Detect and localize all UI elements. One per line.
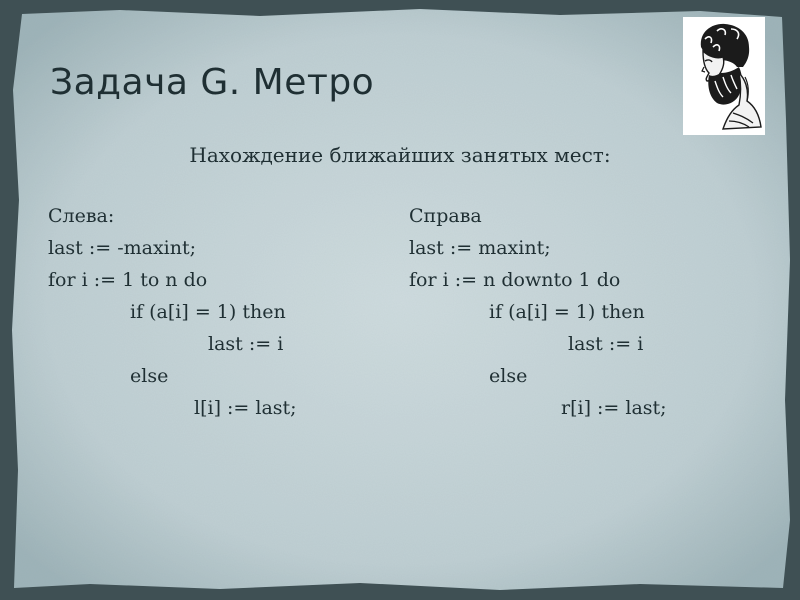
code-line: for i := n downto 1 do [409,269,621,291]
code-line: for i := 1 to n do [48,269,208,291]
code-line: if (a[i] = 1) then [489,301,645,323]
code-line: Слева: [48,205,115,227]
slide-title: Задача G. Метро [50,62,375,103]
code-line: last := i [568,333,644,355]
philosopher-bust-icon [683,17,765,135]
code-line: r[i] := last; [561,397,667,419]
code-line: l[i] := last; [194,397,297,419]
code-line: if (a[i] = 1) then [130,301,286,323]
code-line: Справа [409,205,482,227]
code-line: else [130,365,169,387]
code-line: last := maxint; [409,237,551,259]
code-line: last := -maxint; [48,237,197,259]
slide-subtitle: Нахождение ближайших занятых мест: [189,143,611,167]
code-line: last := i [208,333,284,355]
code-line: else [489,365,528,387]
